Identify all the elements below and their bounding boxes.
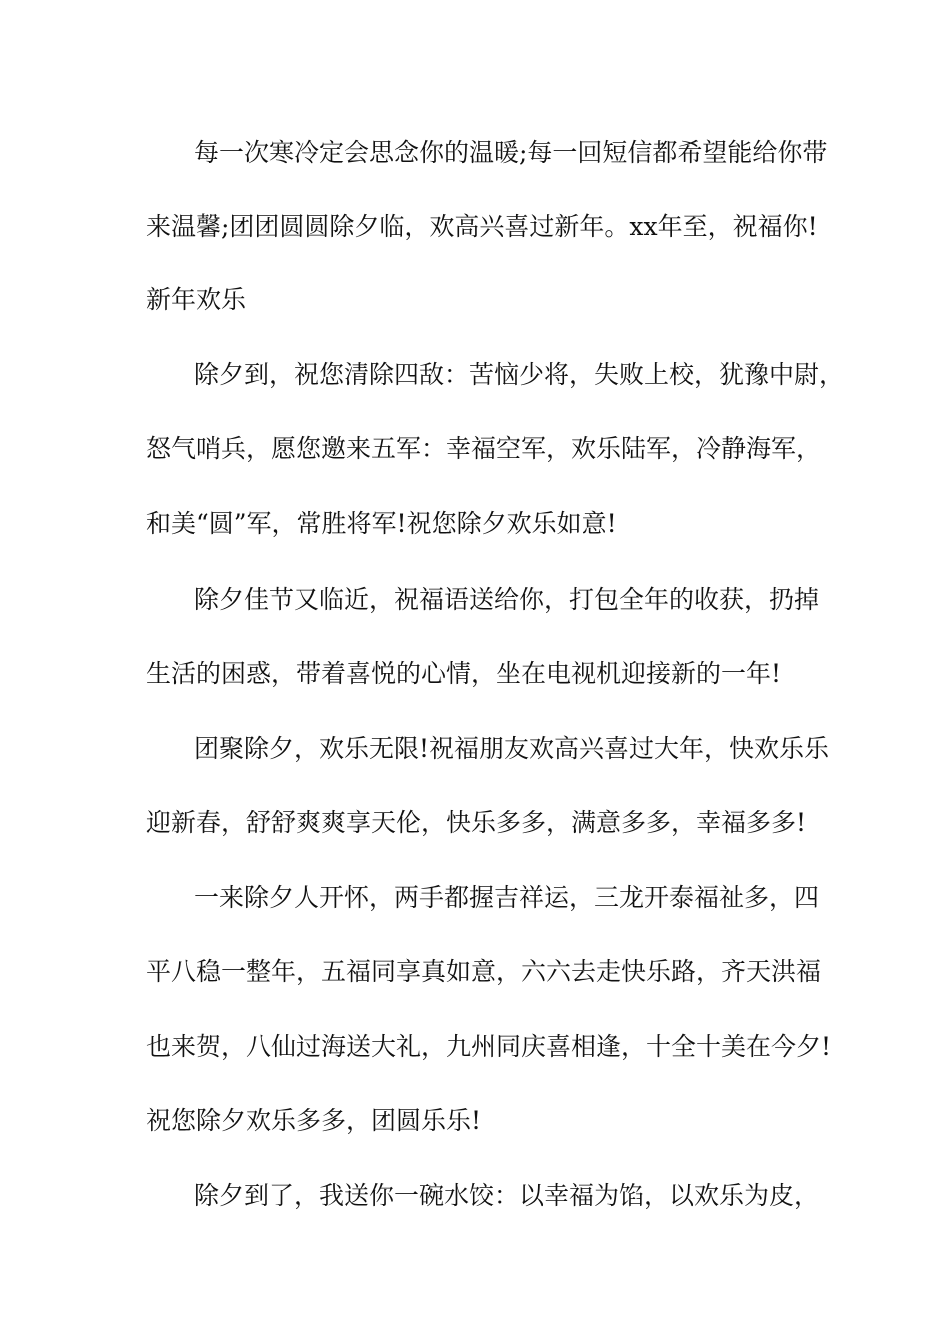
paragraph-1-line-1: 每一次寒冷定会思念你的温暖;每一回短信都希望能给你带 [194,138,828,167]
paragraph-5-line-1: 一来除夕人开怀，两手都握吉祥运，三龙开泰福祉多，四 [194,883,820,912]
paragraph-4-line-2: 迎新春，舒舒爽爽享天伦，快乐多多，满意多多，幸福多多! [146,808,807,837]
paragraph-1-line-3: 新年欢乐 [146,285,247,314]
paragraph-5-line-3: 也来贺，八仙过海送大礼，九州同庆喜相逢，十全十美在今夕! [146,1032,832,1061]
paragraph-2-line-1: 除夕到，祝您清除四敌：苦恼少将，失败上校，犹豫中尉， [194,360,845,389]
paragraph-5-line-2: 平八稳一整年，五福同享真如意，六六去走快乐路，齐天洪福 [146,957,822,986]
paragraph-2-line-2: 怒气哨兵，愿您邀来五军：幸福空军，欢乐陆军，冷静海军， [146,434,822,463]
paragraph-1-line-2: 来温馨;团团圆圆除夕临，欢高兴喜过新年。xx年至，祝福你! [146,212,818,241]
paragraph-2-line-3: 和美“圆”军，常胜将军!祝您除夕欢乐如意! [146,509,617,538]
paragraph-6-line-1: 除夕到了，我送你一碗水饺：以幸福为馅，以欢乐为皮， [194,1181,820,1210]
paragraph-5-line-4: 祝您除夕欢乐多多，团圆乐乐! [146,1106,482,1135]
paragraph-3-line-1: 除夕佳节又临近，祝福语送给你，打包全年的收获，扔掉 [194,585,820,614]
paragraph-4-line-1: 团聚除夕，欢乐无限!祝福朋友欢高兴喜过大年，快欢乐乐 [194,734,830,763]
paragraph-3-line-2: 生活的困惑，带着喜悦的心情，坐在电视机迎接新的一年! [146,659,782,688]
